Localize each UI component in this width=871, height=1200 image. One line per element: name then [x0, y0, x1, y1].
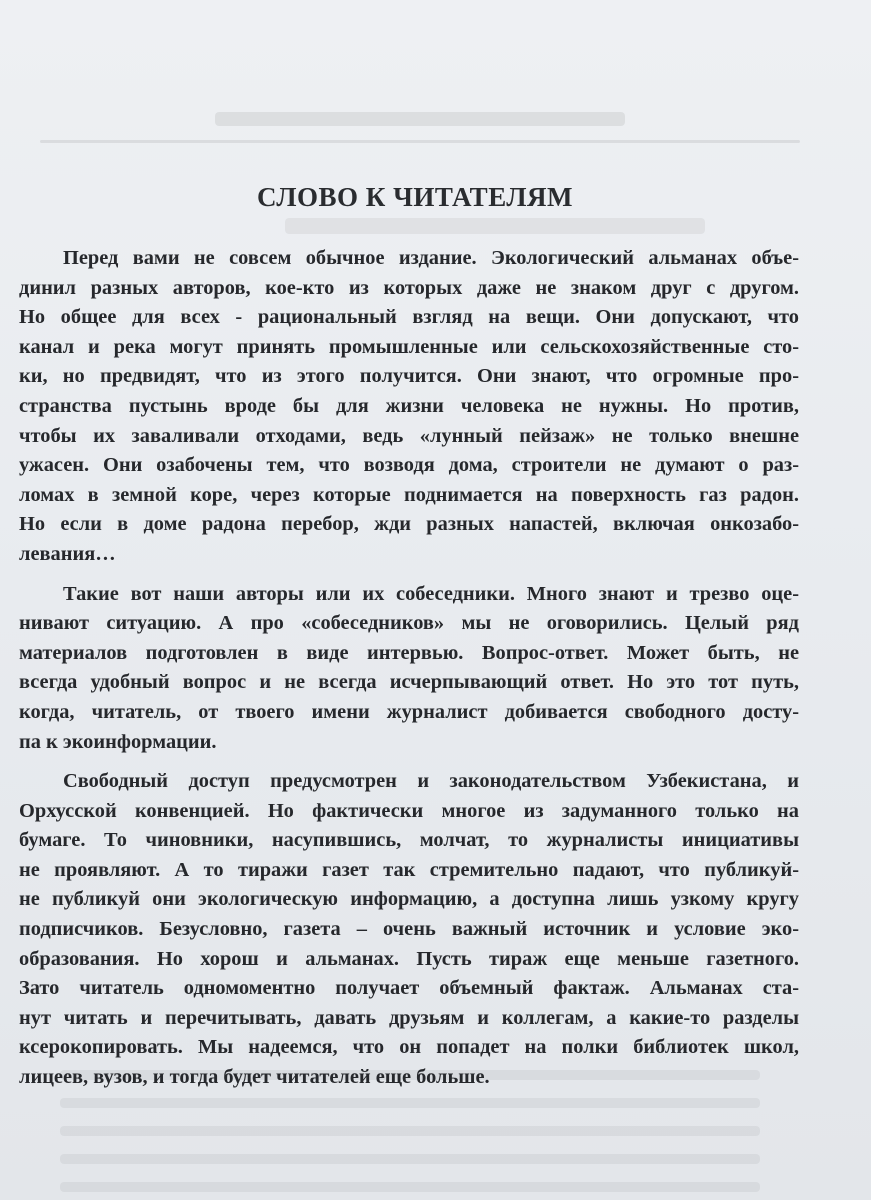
text-line: странства пустынь вроде бы для жизни человека не нужны. Но против,: [19, 394, 799, 417]
text-line: всегда удобный вопрос и не всегда исчерпывающий ответ. Но это тот путь,: [19, 671, 799, 694]
text-line: ксерокопировать. Мы надеемся, что он попадет на полки библиотек школ,: [19, 1036, 799, 1059]
text-line: бумаге. То чиновники, насупившись, молчат, то журналисты инициативы: [19, 829, 799, 852]
text-line: не публикуй они экологическую информацию, а доступна лишь узкому кругу: [19, 888, 799, 911]
text-line: Такие вот наши авторы или их собеседники. Много знают и трезво оце-: [63, 582, 799, 605]
text-line: Орхусской конвенцией. Но фактически многое из задуманного только на: [19, 799, 799, 822]
text-line: материалов подготовлен в виде интервью. Вопрос-ответ. Может быть, не: [19, 641, 799, 664]
text-line: образования. Но хорош и альманах. Пусть тираж еще меньше газетного.: [19, 947, 799, 970]
text-line: нут читать и перечитывать, давать друзьям и коллегам, а какие-то разделы: [19, 1006, 799, 1029]
paragraph-3: [19, 767, 799, 1093]
body-text: [19, 244, 799, 1103]
text-line: динил разных авторов, кое-кто из которых даже не знаком друг с другом.: [19, 276, 799, 299]
text-line: Но если в доме радона перебор, жди разных напастей, включая онкозабо-: [19, 513, 799, 536]
text-line: подписчиков. Безусловно, газета – очень важный источник и условие эко-: [19, 918, 799, 941]
text-line: когда, читатель, от твоего имени журналист добивается свободного досту-: [19, 700, 799, 723]
text-line: нивают ситуацию. А про «собеседников» мы не оговорились. Целый ряд: [19, 612, 799, 635]
text-line: ки, но предвидят, что из этого получится. Они знают, что огромные про-: [19, 365, 799, 388]
text-line: Свободный доступ предусмотрен и законодательством Узбекистана, и: [63, 770, 799, 793]
text-line: канал и река могут принять промышленные или сельскохозяйственные сто-: [19, 335, 799, 358]
page-title: СЛОВО К ЧИТАТЕЛЯМ: [257, 182, 573, 212]
text-line: Но общее для всех - рациональный взгляд на вещи. Они допускают, что: [19, 306, 799, 329]
text-line: левания…: [19, 542, 116, 565]
text-line: чтобы их заваливали отходами, ведь «лунный пейзаж» не только внешне: [19, 424, 799, 447]
text-line: ломах в земной коре, через которые поднимается на поверхность газ радон.: [19, 483, 799, 506]
text-line: Зато читатель одномоментно получает объемный фактаж. Альманах ста-: [19, 977, 799, 1000]
text-line: лицеев, вузов, и тогда будет читателей еще больше.: [19, 1066, 490, 1089]
paragraph-1: [19, 244, 799, 570]
text-line: па к экоинформации.: [19, 730, 217, 753]
text-line: не проявляют. А то тиражи газет так стремительно падают, что публикуй-: [19, 858, 799, 881]
text-line: ужасен. Они озабочены тем, что возводя дома, строители не думают о раз-: [19, 454, 799, 477]
text-line: Перед вами не совсем обычное издание. Экологический альманах объе-: [63, 247, 799, 269]
paragraph-2: [19, 580, 799, 758]
